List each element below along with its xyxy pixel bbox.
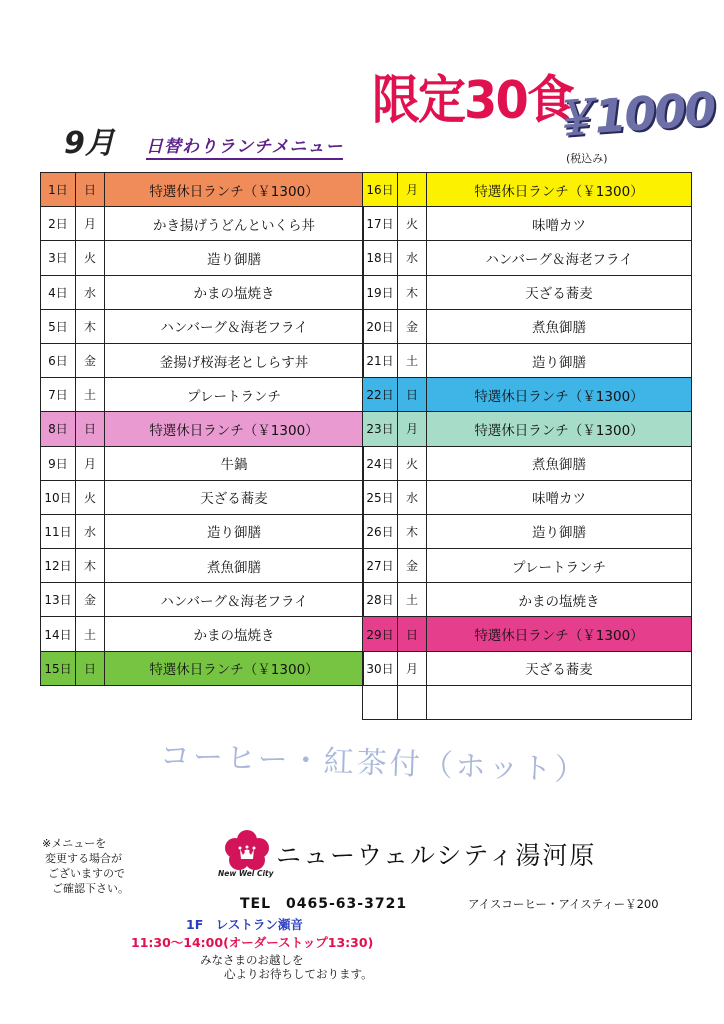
price-label: ￥1000 bbox=[548, 81, 717, 147]
weekday-cell: 火 bbox=[76, 241, 105, 275]
tax-note: (税込み) bbox=[566, 152, 608, 165]
date-cell: 21日 bbox=[363, 343, 398, 377]
date-cell: 20日 bbox=[363, 309, 398, 343]
date-cell: 16日 bbox=[363, 173, 398, 207]
telephone: TEL 0465-63-3721 bbox=[240, 896, 408, 912]
note-line: ございますので bbox=[48, 867, 125, 880]
weekday-cell: 火 bbox=[398, 207, 427, 241]
menu-cell: 煮魚御膳 bbox=[105, 549, 364, 583]
date-cell: 23日 bbox=[363, 412, 398, 446]
date-cell: 14日 bbox=[41, 617, 76, 651]
menu-cell bbox=[427, 685, 692, 719]
weekday-cell: 月 bbox=[76, 207, 105, 241]
weekday-cell: 月 bbox=[76, 446, 105, 480]
menu-row bbox=[363, 583, 692, 617]
weekday-cell: 日 bbox=[76, 173, 105, 207]
weekday-cell: 水 bbox=[76, 514, 105, 548]
menu-cell: 味噌カツ bbox=[427, 480, 692, 514]
menu-row bbox=[41, 207, 364, 241]
menu-cell: 特選休日ランチ（￥1300） bbox=[105, 173, 364, 207]
weekday-cell: 木 bbox=[398, 514, 427, 548]
menu-row bbox=[363, 412, 692, 446]
date-cell: 18日 bbox=[363, 241, 398, 275]
date-cell: 6日 bbox=[41, 343, 76, 377]
date-cell: 27日 bbox=[363, 549, 398, 583]
menu-row bbox=[41, 275, 364, 309]
menu-cell: 特選休日ランチ（￥1300） bbox=[105, 412, 364, 446]
date-cell: 12日 bbox=[41, 549, 76, 583]
menu-cell: ハンバーグ＆海老フライ bbox=[105, 583, 364, 617]
date-cell: 17日 bbox=[363, 207, 398, 241]
menu-table-left bbox=[40, 172, 364, 686]
date-cell: 19日 bbox=[363, 275, 398, 309]
weekday-cell: 木 bbox=[398, 275, 427, 309]
menu-row bbox=[363, 207, 692, 241]
menu-cell: 釜揚げ桜海老としらす丼 bbox=[105, 343, 364, 377]
menu-row bbox=[363, 446, 692, 480]
menu-row bbox=[363, 343, 692, 377]
date-cell: 4日 bbox=[41, 275, 76, 309]
menu-cell: 造り御膳 bbox=[427, 514, 692, 548]
weekday-cell: 水 bbox=[398, 480, 427, 514]
date-cell: 30日 bbox=[363, 651, 398, 685]
weekday-cell: 水 bbox=[398, 241, 427, 275]
weekday-cell: 金 bbox=[398, 309, 427, 343]
date-cell: 7日 bbox=[41, 378, 76, 412]
restaurant-location: 1F レストラン瀬音 bbox=[186, 917, 303, 932]
weekday-cell: 日 bbox=[76, 651, 105, 685]
menu-row bbox=[363, 173, 692, 207]
menu-row bbox=[363, 378, 692, 412]
date-cell: 29日 bbox=[363, 617, 398, 651]
weekday-cell bbox=[398, 685, 427, 719]
date-cell: 5日 bbox=[41, 309, 76, 343]
note-line: 変更する場合が bbox=[45, 852, 122, 865]
menu-subtitle: 日替わりランチメニュー bbox=[146, 132, 343, 160]
weekday-cell: 土 bbox=[76, 378, 105, 412]
weekday-cell: 木 bbox=[76, 309, 105, 343]
iced-drinks-price: アイスコーヒー・アイスティー￥200 bbox=[468, 897, 659, 911]
menu-row bbox=[363, 651, 692, 685]
date-cell bbox=[363, 685, 398, 719]
menu-row bbox=[363, 241, 692, 275]
menu-row bbox=[41, 651, 364, 685]
menu-cell: 造り御膳 bbox=[427, 343, 692, 377]
menu-cell: 天ざる蕎麦 bbox=[105, 480, 364, 514]
menu-cell: かまの塩焼き bbox=[105, 275, 364, 309]
date-cell: 2日 bbox=[41, 207, 76, 241]
menu-cell: ハンバーグ＆海老フライ bbox=[427, 241, 692, 275]
menu-cell: 天ざる蕎麦 bbox=[427, 275, 692, 309]
menu-row bbox=[41, 343, 364, 377]
menu-cell: 牛鍋 bbox=[105, 446, 364, 480]
menu-cell: かまの塩焼き bbox=[105, 617, 364, 651]
menu-row bbox=[363, 617, 692, 651]
menu-cell: 天ざる蕎麦 bbox=[427, 651, 692, 685]
date-cell: 26日 bbox=[363, 514, 398, 548]
hotel-name: ニューウェルシティ湯河原 bbox=[276, 841, 597, 870]
date-cell: 8日 bbox=[41, 412, 76, 446]
weekday-cell: 木 bbox=[76, 549, 105, 583]
menu-row bbox=[41, 378, 364, 412]
menu-cell: 造り御膳 bbox=[105, 514, 364, 548]
welcome-line-1: みなさまのお越しを bbox=[200, 953, 304, 967]
menu-cell: 味噌カツ bbox=[427, 207, 692, 241]
date-cell: 1日 bbox=[41, 173, 76, 207]
menu-table-right bbox=[362, 172, 692, 720]
menu-row bbox=[41, 309, 364, 343]
date-cell: 13日 bbox=[41, 583, 76, 617]
menu-row bbox=[41, 412, 364, 446]
limited-banner: 限定30食 bbox=[372, 71, 573, 131]
date-cell: 15日 bbox=[41, 651, 76, 685]
weekday-cell: 土 bbox=[398, 583, 427, 617]
menu-row bbox=[41, 446, 364, 480]
menu-row bbox=[363, 549, 692, 583]
weekday-cell: 金 bbox=[76, 583, 105, 617]
weekday-cell: 金 bbox=[398, 549, 427, 583]
welcome-line-2: 心よりお待ちしております。 bbox=[224, 967, 373, 981]
note-line: ご確認下さい。 bbox=[52, 882, 129, 895]
menu-cell: プレートランチ bbox=[105, 378, 364, 412]
date-cell: 11日 bbox=[41, 514, 76, 548]
menu-cell: 煮魚御膳 bbox=[427, 309, 692, 343]
menu-row bbox=[363, 275, 692, 309]
weekday-cell: 金 bbox=[76, 343, 105, 377]
menu-row bbox=[41, 241, 364, 275]
weekday-cell: 月 bbox=[398, 173, 427, 207]
month-label: 9月 bbox=[64, 126, 115, 161]
menu-row bbox=[41, 480, 364, 514]
menu-cell: かき揚げうどんといくら丼 bbox=[105, 207, 364, 241]
date-cell: 25日 bbox=[363, 480, 398, 514]
weekday-cell: 土 bbox=[76, 617, 105, 651]
date-cell: 9日 bbox=[41, 446, 76, 480]
weekday-cell: 土 bbox=[398, 343, 427, 377]
menu-row bbox=[41, 549, 364, 583]
date-cell: 28日 bbox=[363, 583, 398, 617]
menu-cell: ハンバーグ＆海老フライ bbox=[105, 309, 364, 343]
menu-cell: 特選休日ランチ（￥1300） bbox=[427, 378, 692, 412]
weekday-cell: 日 bbox=[398, 617, 427, 651]
menu-row bbox=[363, 480, 692, 514]
menu-cell: 造り御膳 bbox=[105, 241, 364, 275]
menu-row bbox=[363, 309, 692, 343]
weekday-cell: 水 bbox=[76, 275, 105, 309]
plum-blossom-logo-icon bbox=[222, 828, 272, 872]
coffee-tea-note: コーヒー・紅茶付（ホット） bbox=[159, 738, 589, 789]
menu-change-note bbox=[42, 836, 129, 896]
date-cell: 10日 bbox=[41, 480, 76, 514]
menu-cell: 煮魚御膳 bbox=[427, 446, 692, 480]
menu-cell: プレートランチ bbox=[427, 549, 692, 583]
date-cell: 24日 bbox=[363, 446, 398, 480]
menu-row bbox=[363, 685, 692, 719]
menu-cell: 特選休日ランチ（￥1300） bbox=[427, 173, 692, 207]
menu-cell: 特選休日ランチ（￥1300） bbox=[427, 412, 692, 446]
opening-hours: 11:30～14:00(オーダーストップ13:30) bbox=[131, 935, 374, 950]
weekday-cell: 日 bbox=[76, 412, 105, 446]
menu-row bbox=[41, 583, 364, 617]
menu-cell: 特選休日ランチ（￥1300） bbox=[427, 617, 692, 651]
logo-subtext: New Wel City bbox=[218, 869, 274, 878]
date-cell: 22日 bbox=[363, 378, 398, 412]
date-cell: 3日 bbox=[41, 241, 76, 275]
menu-cell: かまの塩焼き bbox=[427, 583, 692, 617]
weekday-cell: 月 bbox=[398, 651, 427, 685]
menu-row bbox=[363, 514, 692, 548]
menu-cell: 特選休日ランチ（￥1300） bbox=[105, 651, 364, 685]
weekday-cell: 月 bbox=[398, 412, 427, 446]
weekday-cell: 日 bbox=[398, 378, 427, 412]
weekday-cell: 火 bbox=[398, 446, 427, 480]
note-line: ※メニューを bbox=[42, 837, 107, 850]
menu-row bbox=[41, 514, 364, 548]
weekday-cell: 火 bbox=[76, 480, 105, 514]
menu-row bbox=[41, 617, 364, 651]
menu-row bbox=[41, 173, 364, 207]
